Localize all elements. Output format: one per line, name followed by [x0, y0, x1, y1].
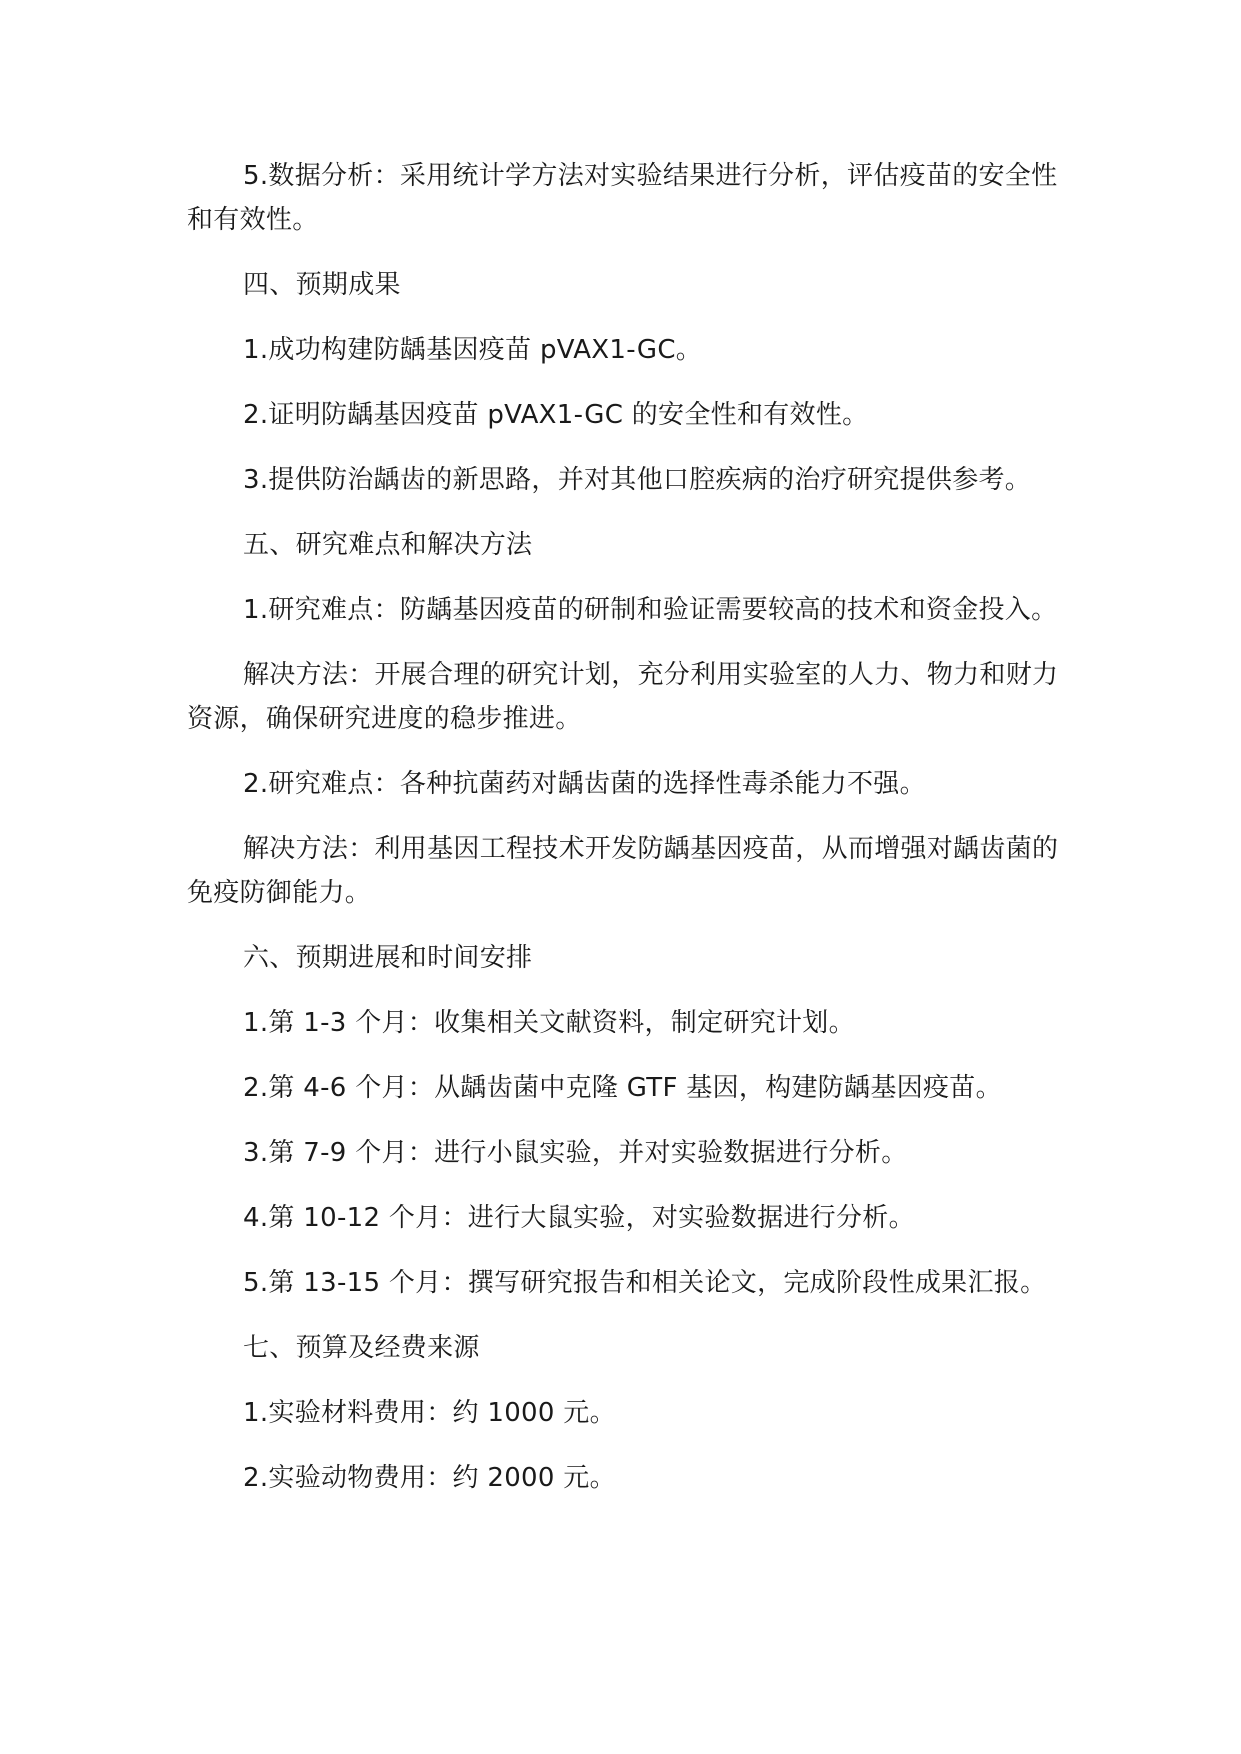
- paragraph-schedule-2: 2.第 4-6 个月：从龋齿菌中克隆 GTF 基因，构建防龋基因疫苗。: [243, 1073, 1002, 1103]
- paragraph-solution-1: 解决方法：开展合理的研究计划，充分利用实验室的人力、物力和财力资源，确保研究进度的稳步推进。: [187, 660, 1059, 734]
- heading-difficulties: 五、研究难点和解决方法: [243, 530, 533, 560]
- paragraph-difficulty-1: 1.研究难点：防龋基因疫苗的研制和验证需要较高的技术和资金投入。: [243, 595, 1058, 625]
- heading-schedule: 六、预期进展和时间安排: [243, 943, 533, 973]
- document-body: [187, 154, 1067, 1521]
- heading-budget: 七、预算及经费来源: [243, 1333, 480, 1363]
- paragraph-data-analysis: 5.数据分析：采用统计学方法对实验结果进行分析，评估疫苗的安全性和有效性。: [187, 161, 1058, 235]
- paragraph-budget-2: 2.实验动物费用：约 2000 元。: [243, 1463, 616, 1493]
- paragraph-solution-2: 解决方法：利用基因工程技术开发防龋基因疫苗，从而增强对龋齿菌的免疫防御能力。: [187, 834, 1059, 908]
- paragraph-result-2: 2.证明防龋基因疫苗 pVAX1-GC 的安全性和有效性。: [243, 400, 869, 430]
- paragraph-difficulty-2: 2.研究难点：各种抗菌药对龋齿菌的选择性毒杀能力不强。: [243, 769, 926, 799]
- paragraph-budget-1: 1.实验材料费用：约 1000 元。: [243, 1398, 616, 1428]
- paragraph-schedule-5: 5.第 13-15 个月：撰写研究报告和相关论文，完成阶段性成果汇报。: [243, 1268, 1047, 1298]
- paragraph-result-3: 3.提供防治龋齿的新思路，并对其他口腔疾病的治疗研究提供参考。: [243, 465, 1032, 495]
- paragraph-result-1: 1.成功构建防龋基因疫苗 pVAX1-GC。: [243, 335, 703, 365]
- paragraph-schedule-1: 1.第 1-3 个月：收集相关文献资料，制定研究计划。: [243, 1008, 855, 1038]
- paragraph-schedule-4: 4.第 10-12 个月：进行大鼠实验，对实验数据进行分析。: [243, 1203, 915, 1233]
- heading-expected-results: 四、预期成果: [243, 270, 401, 300]
- paragraph-schedule-3: 3.第 7-9 个月：进行小鼠实验，并对实验数据进行分析。: [243, 1138, 908, 1168]
